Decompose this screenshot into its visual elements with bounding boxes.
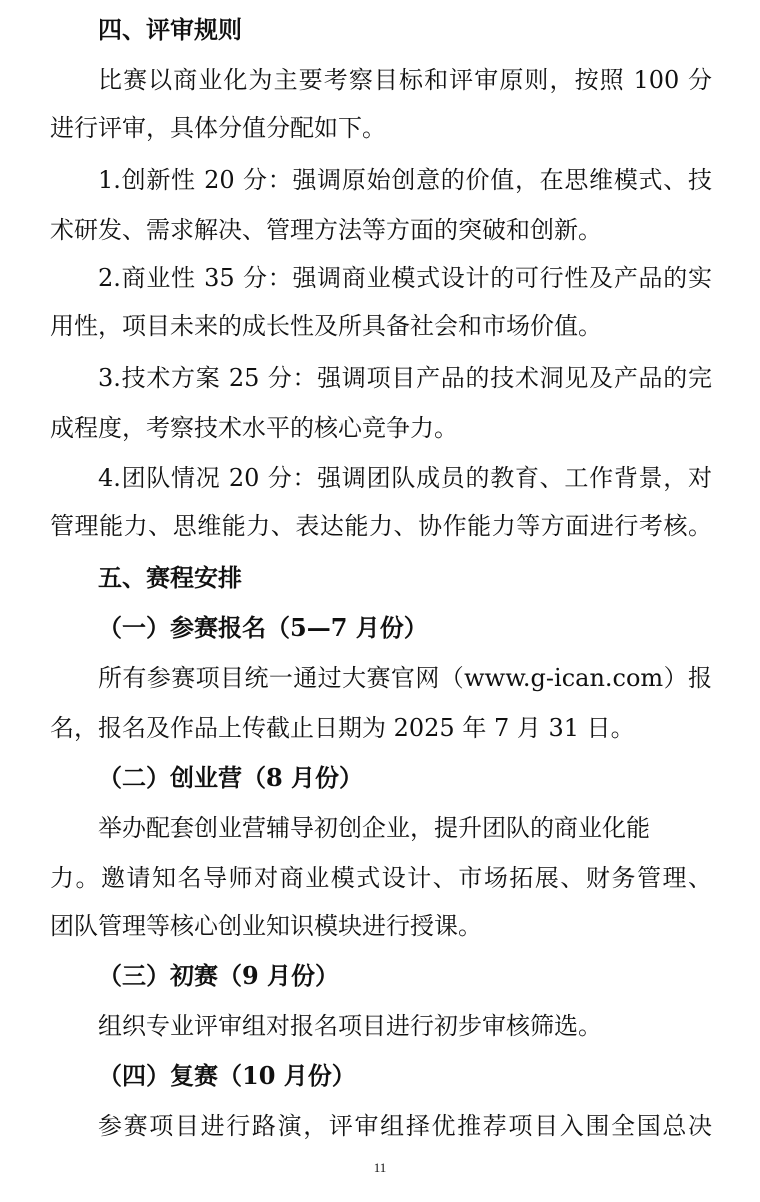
section-heading: （二）创业营（8 月份） bbox=[98, 763, 364, 792]
page-number: 11 bbox=[373, 1160, 387, 1175]
section-heading: （一）参赛报名（5—7 月份） bbox=[98, 613, 428, 642]
body-text-line: 术研发、需求解决、管理方法等方面的突破和创新。 bbox=[50, 216, 602, 244]
body-text-line: 比赛以商业化为主要考察目标和评审原则，按照 100 分 bbox=[98, 66, 712, 94]
body-text-line: 力。邀请知名导师对商业模式设计、市场拓展、财务管理、 bbox=[50, 864, 712, 892]
body-text-line: 3.技术方案 25 分：强调项目产品的技术洞见及产品的完 bbox=[98, 364, 712, 392]
body-text-line: 2.商业性 35 分：强调商业模式设计的可行性及产品的实 bbox=[98, 264, 712, 292]
body-text-line: 成程度，考察技术水平的核心竞争力。 bbox=[50, 414, 458, 442]
body-text-line: 举办配套创业营辅导初创企业，提升团队的商业化能 bbox=[98, 814, 650, 842]
body-text-line: 管理能力、思维能力、表达能力、协作能力等方面进行考核。 bbox=[50, 512, 712, 540]
section-heading: （三）初赛（9 月份） bbox=[98, 961, 340, 990]
body-text-line: 4.团队情况 20 分：强调团队成员的教育、工作背景，对 bbox=[98, 464, 712, 492]
body-text-line: 参赛项目进行路演，评审组择优推荐项目入围全国总决 bbox=[98, 1112, 712, 1140]
section-heading: 五、赛程安排 bbox=[98, 563, 242, 592]
body-text-line: 团队管理等核心创业知识模块进行授课。 bbox=[50, 912, 482, 940]
body-text-line: 用性，项目未来的成长性及所具备社会和市场价值。 bbox=[50, 312, 602, 340]
body-text-line: 1.创新性 20 分：强调原始创意的价值，在思维模式、技 bbox=[98, 166, 712, 194]
section-heading: （四）复赛（10 月份） bbox=[98, 1061, 356, 1090]
body-text-line: 进行评审，具体分值分配如下。 bbox=[50, 114, 386, 142]
body-text-line: 组织专业评审组对报名项目进行初步审核筛选。 bbox=[98, 1012, 602, 1040]
body-text-line: 名，报名及作品上传截止日期为 2025 年 7 月 31 日。 bbox=[50, 714, 635, 742]
body-text-line: 所有参赛项目统一通过大赛官网（www.g-ican.com）报 bbox=[98, 664, 712, 692]
section-heading: 四、评审规则 bbox=[98, 15, 242, 44]
